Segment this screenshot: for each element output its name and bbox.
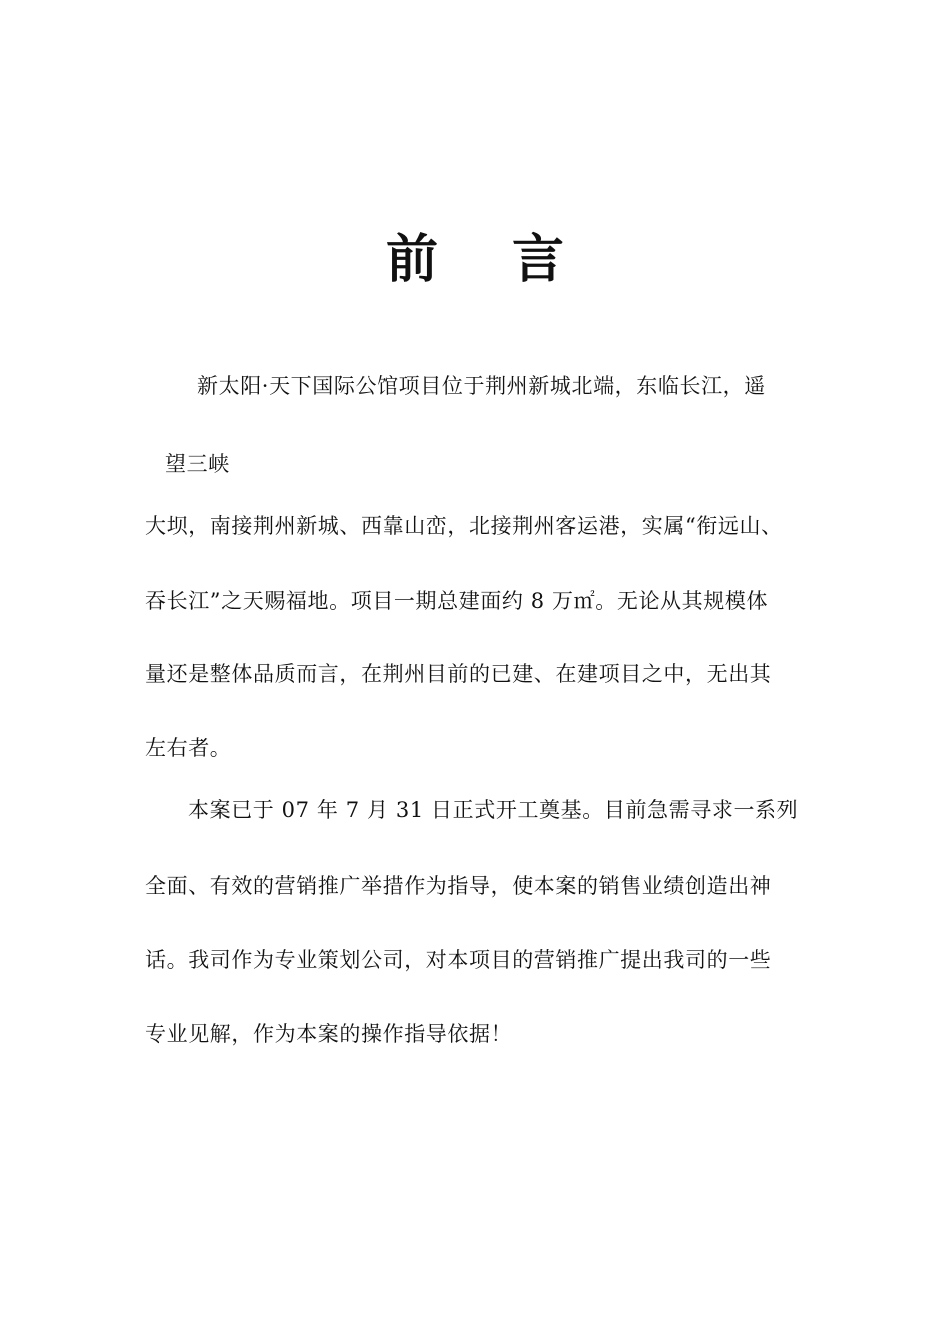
paragraph-line: 专业见解，作为本案的操作指导依据！ [145, 1022, 513, 1046]
paragraph-line: 本案已于 07 年 7 月 31 日正式开工奠基。目前急需寻求一系列 [188, 798, 799, 822]
paragraph-line: 大坝，南接荆州新城、西靠山峦，北接荆州客运港，实属“衔远山、 [145, 514, 783, 538]
paragraph-line: 新太阳·天下国际公馆项目位于荆州新城北端，东临长江，遥 [197, 374, 766, 398]
page-title: 前 言 [385, 230, 593, 290]
paragraph-line: 吞长江”之天赐福地。项目一期总建面约 8 万㎡。无论从其规模体 [145, 589, 769, 613]
paragraph-line: 左右者。 [145, 736, 232, 760]
paragraph-line: 量还是整体品质而言，在荆州目前的已建、在建项目之中，无出其 [145, 662, 772, 686]
paragraph-line: 望三峡 [165, 452, 230, 476]
paragraph-line: 话。我司作为专业策划公司，对本项目的营销推广提出我司的一些 [145, 948, 772, 972]
paragraph-line: 全面、有效的营销推广举措作为指导，使本案的销售业绩创造出神 [145, 874, 772, 898]
